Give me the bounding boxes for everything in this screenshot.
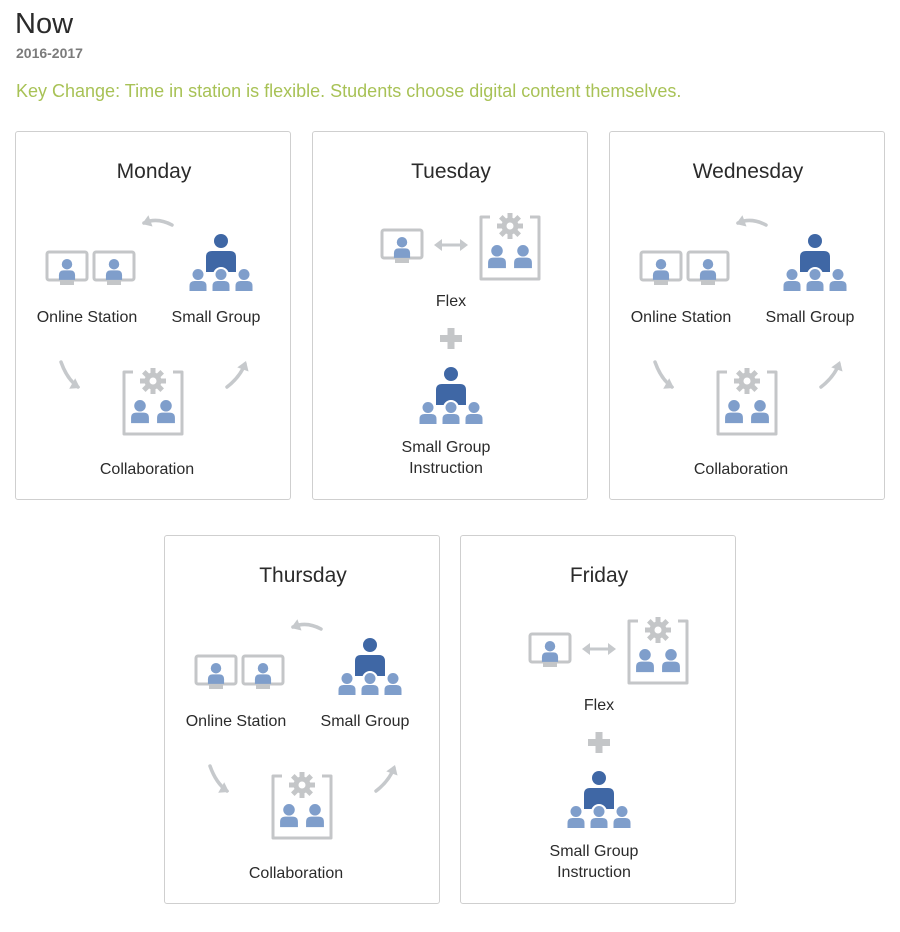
small-group-label: Small Group [320,713,410,730]
day-title: Tuesday [411,160,491,183]
cycle-arrow-icon [734,215,766,229]
gear-icon [140,368,166,394]
gear-icon [645,617,671,643]
plus-icon [588,732,610,753]
day-title: Friday [569,564,629,587]
gear-icon [289,772,315,798]
cycle-arrow-icon [821,359,846,387]
day-card-friday [460,535,736,904]
cycle-arrow-icon [289,619,321,633]
school-year: 2016-2017 [16,45,83,61]
collaboration-label: Collaboration [99,461,195,478]
cycle-arrow-icon [376,763,401,791]
small-group-icon [568,771,631,828]
monitor-icon [641,252,681,285]
day-card-thursday [164,535,440,904]
small-group-label: Small Group [765,309,855,326]
cycle-arrow-icon [140,215,172,229]
key-change-note: Key Change: Time in station is flexible. Students choose digital content themselves. [16,81,682,101]
collaboration-icon [124,368,182,434]
flex-label: Flex [435,293,467,310]
monitor-icon [196,656,236,689]
cycle-arrow-icon [655,362,677,393]
double-arrow-icon [582,643,616,655]
collaboration-icon [629,617,687,683]
monitor-icon [688,252,728,285]
cycle-arrow-icon [227,359,252,387]
online-station-label: Online Station [630,309,732,326]
day-card-wednesday [609,131,885,500]
small-group-instruction-label: Small Group [401,439,491,456]
monitor-icon [382,230,422,263]
small-group-label: Small Group [171,309,261,326]
collaboration-icon [718,368,776,434]
cycle-arrow-icon [210,766,232,797]
monitor-icon [47,252,87,285]
small-group-instruction-label: Instruction [557,864,631,881]
small-group-icon [339,638,402,695]
small-group-instruction-label: Small Group [549,843,639,860]
small-group-instruction-label: Instruction [409,460,483,477]
online-station-label: Online Station [36,309,138,326]
double-arrow-icon [434,239,468,251]
online-station-label: Online Station [185,713,287,730]
collaboration-label: Collaboration [248,865,344,882]
day-title: Monday [116,160,192,183]
page-title: Now [15,8,74,40]
day-title: Thursday [259,564,347,587]
monitor-icon [530,634,570,667]
monitor-icon [94,252,134,285]
day-card-monday [15,131,291,500]
gear-icon [497,213,523,239]
cycle-arrow-icon [61,362,83,393]
gear-icon [734,368,760,394]
collaboration-label: Collaboration [693,461,789,478]
small-group-icon [190,234,253,291]
collaboration-icon [273,772,331,838]
day-card-tuesday [312,131,588,500]
plus-icon [440,328,462,349]
small-group-icon [784,234,847,291]
small-group-icon [420,367,483,424]
day-title: Wednesday [692,160,804,183]
flex-label: Flex [583,697,615,714]
collaboration-icon [481,213,539,279]
monitor-icon [243,656,283,689]
